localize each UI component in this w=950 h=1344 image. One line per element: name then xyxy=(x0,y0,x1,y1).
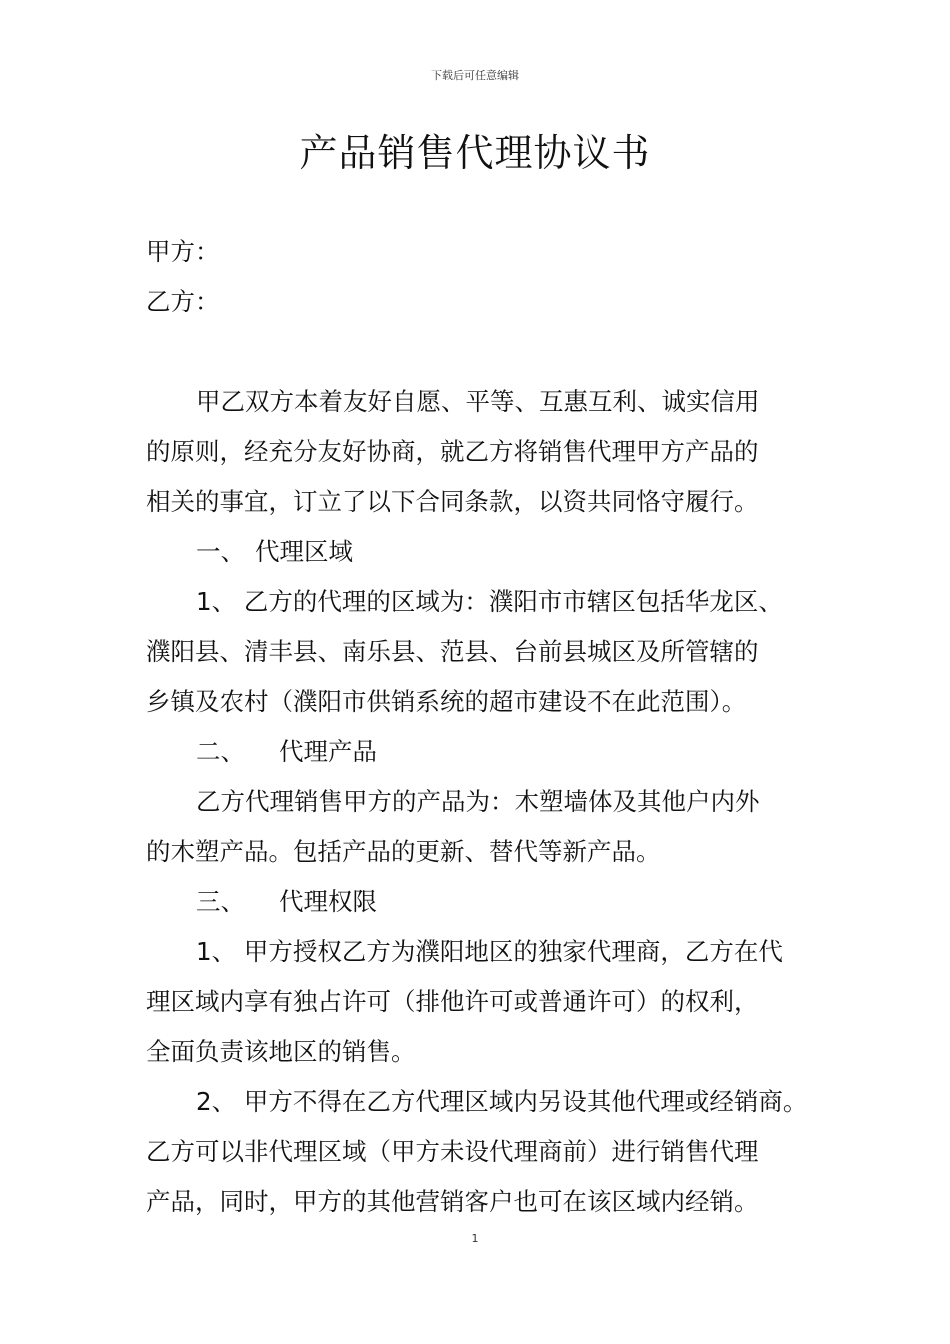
clause-line: 产品，同时，甲方的其他营销客户也可在该区域内经销。 xyxy=(146,1187,759,1216)
section-3-title: 代理权限 xyxy=(279,887,377,916)
clause-line: 乙方可以非代理区域（甲方未设代理商前）进行销售代理 xyxy=(146,1137,759,1166)
section-2-title: 代理产品 xyxy=(279,737,377,766)
header-note: 下载后可任意编辑 xyxy=(431,69,519,82)
intro-line: 的原则，经充分友好协商，就乙方将销售代理甲方产品的 xyxy=(146,437,759,466)
party-a-label: 甲方： xyxy=(146,237,220,266)
section-3-heading xyxy=(196,885,377,919)
section-1-heading xyxy=(196,535,353,569)
section-1-title: 代理区域 xyxy=(255,537,353,566)
intro-line: 甲乙双方本着友好自愿、平等、互惠互利、诚实信用 xyxy=(196,387,760,416)
section-2-number: 二、 xyxy=(196,737,245,766)
clause-line: 濮阳县、清丰县、南乐县、范县、台前县城区及所管辖的 xyxy=(146,637,759,666)
clause-line: 的木塑产品。包括产品的更新、替代等新产品。 xyxy=(146,837,661,866)
document-title: 产品销售代理协议书 xyxy=(299,131,651,175)
clause-line: 全面负责该地区的销售。 xyxy=(146,1037,416,1066)
intro-line: 相关的事宜，订立了以下合同条款，以资共同恪守履行。 xyxy=(146,487,759,516)
party-b-label: 乙方： xyxy=(146,287,220,316)
section-3-number: 三、 xyxy=(196,887,245,916)
clause-line: 1、 甲方授权乙方为濮阳地区的独家代理商，乙方在代 xyxy=(196,937,783,966)
clause-line: 乡镇及农村（濮阳市供销系统的超市建设不在此范围）。 xyxy=(146,687,747,716)
page-number: 1 xyxy=(471,1232,479,1245)
clause-line: 乙方代理销售甲方的产品为：木塑墙体及其他户内外 xyxy=(196,787,760,816)
clause-line: 2、 甲方不得在乙方代理区域内另设其他代理或经销商。 xyxy=(196,1087,808,1116)
clause-line: 1、 乙方的代理的区域为：濮阳市市辖区包括华龙区、 xyxy=(196,587,783,616)
section-2-heading xyxy=(196,735,377,769)
clause-line: 理区域内享有独占许可（排他许可或普通许可）的权利， xyxy=(146,987,759,1016)
section-1-number: 一、 xyxy=(196,537,245,566)
